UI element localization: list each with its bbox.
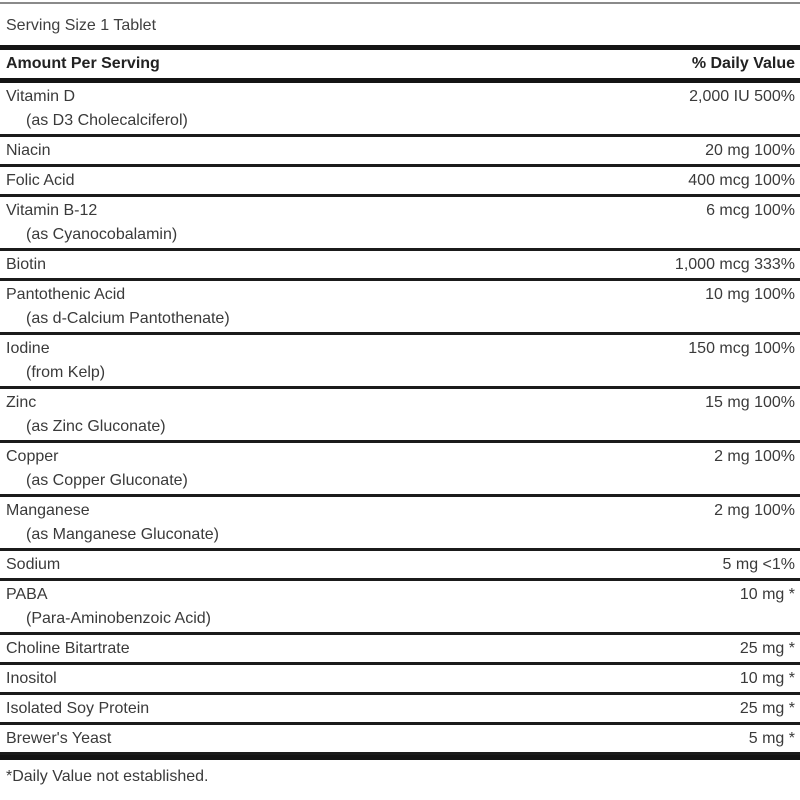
nutrient-value: 25 mg * [739,700,795,717]
nutrient-name-block [6,256,46,274]
nutrient-value: 15 mg 100% [705,394,795,411]
nutrient-name: Isolated Soy Protein [6,700,150,717]
nutrient-value: 1,000 mcg 333% [674,256,795,273]
nutrient-name: Iodine [6,340,50,357]
nutrient-value: 2 mg 100% [714,448,795,465]
nutrient-name-block [6,700,149,718]
nutrient-name-block [6,394,166,436]
nutrient-name: Inositol [6,670,57,687]
nutrient-source: (as Cyanocobalamin) [26,226,178,243]
nutrient-name-block [6,586,211,628]
nutrient-source: (from Kelp) [26,364,106,381]
nutrient-name: Niacin [6,142,51,159]
nutrient-value: 5 mg <1% [722,556,795,573]
nutrient-rows [0,83,800,755]
nutrient-source: (as Manganese Gluconate) [26,526,219,543]
nutrient-name-block [6,340,105,382]
table-row [0,497,800,551]
nutrient-source: (as Copper Gluconate) [26,472,188,489]
nutrient-value: 10 mg * [739,670,795,687]
nutrient-value: 25 mg * [739,640,795,657]
nutrient-value: 2,000 IU 500% [689,88,795,105]
nutrient-source: (as D3 Cholecalciferol) [26,112,188,129]
nutrient-name: PABA [6,586,48,603]
nutrient-name: Sodium [6,556,61,573]
nutrient-name: Manganese [6,502,90,519]
nutrient-name-block [6,556,60,574]
nutrient-value: 400 mcg 100% [688,172,795,189]
amount-per-serving-header: Amount Per Serving [6,55,160,72]
table-row [0,725,800,755]
table-row [0,167,800,197]
table-row [0,335,800,389]
nutrient-name-block [6,640,130,658]
nutrient-value: 20 mg 100% [705,142,795,159]
daily-value-header: % Daily Value [691,55,795,72]
nutrient-value: 6 mcg 100% [706,202,795,219]
nutrient-name: Pantothenic Acid [6,286,126,303]
nutrient-value: 150 mcg 100% [688,340,795,357]
nutrient-name-block [6,670,57,688]
nutrient-name: Vitamin D [6,88,76,105]
nutrient-name-block [6,286,230,328]
table-row [0,695,800,725]
nutrient-source: (as d-Calcium Pantothenate) [26,310,230,327]
nutrient-name-block [6,88,188,130]
table-row [0,665,800,695]
table-row [0,251,800,281]
table-row [0,281,800,335]
table-row [0,389,800,443]
serving-size-text: Serving Size 1 Tablet [6,17,157,34]
nutrient-name: Brewer's Yeast [6,730,112,747]
nutrient-name-block [6,448,188,490]
table-row [0,443,800,497]
nutrient-value: 10 mg 100% [705,286,795,303]
nutrient-name: Biotin [6,256,47,273]
nutrient-source: (as Zinc Gluconate) [26,418,166,435]
nutrient-name-block [6,730,111,748]
nutrient-name-block [6,202,177,244]
nutrient-name: Zinc [6,394,37,411]
table-row [0,635,800,665]
table-row [0,551,800,581]
nutrient-name-block [6,172,74,190]
nutrient-name-block [6,142,50,160]
nutrient-name: Copper [6,448,59,465]
column-headers [0,50,800,78]
table-row [0,581,800,635]
nutrient-name: Choline Bitartrate [6,640,130,657]
nutrient-name: Vitamin B-12 [6,202,98,219]
nutrient-value: 2 mg 100% [714,502,795,519]
nutrient-name: Folic Acid [6,172,75,189]
footnote-text: *Daily Value not established. [6,768,209,785]
table-row [0,137,800,167]
nutrient-value: 5 mg * [748,730,795,747]
table-row [0,197,800,251]
nutrient-name-block [6,502,219,544]
table-row [0,83,800,137]
nutrient-value: 10 mg * [739,586,795,603]
nutrient-source: (Para-Aminobenzoic Acid) [26,610,211,627]
